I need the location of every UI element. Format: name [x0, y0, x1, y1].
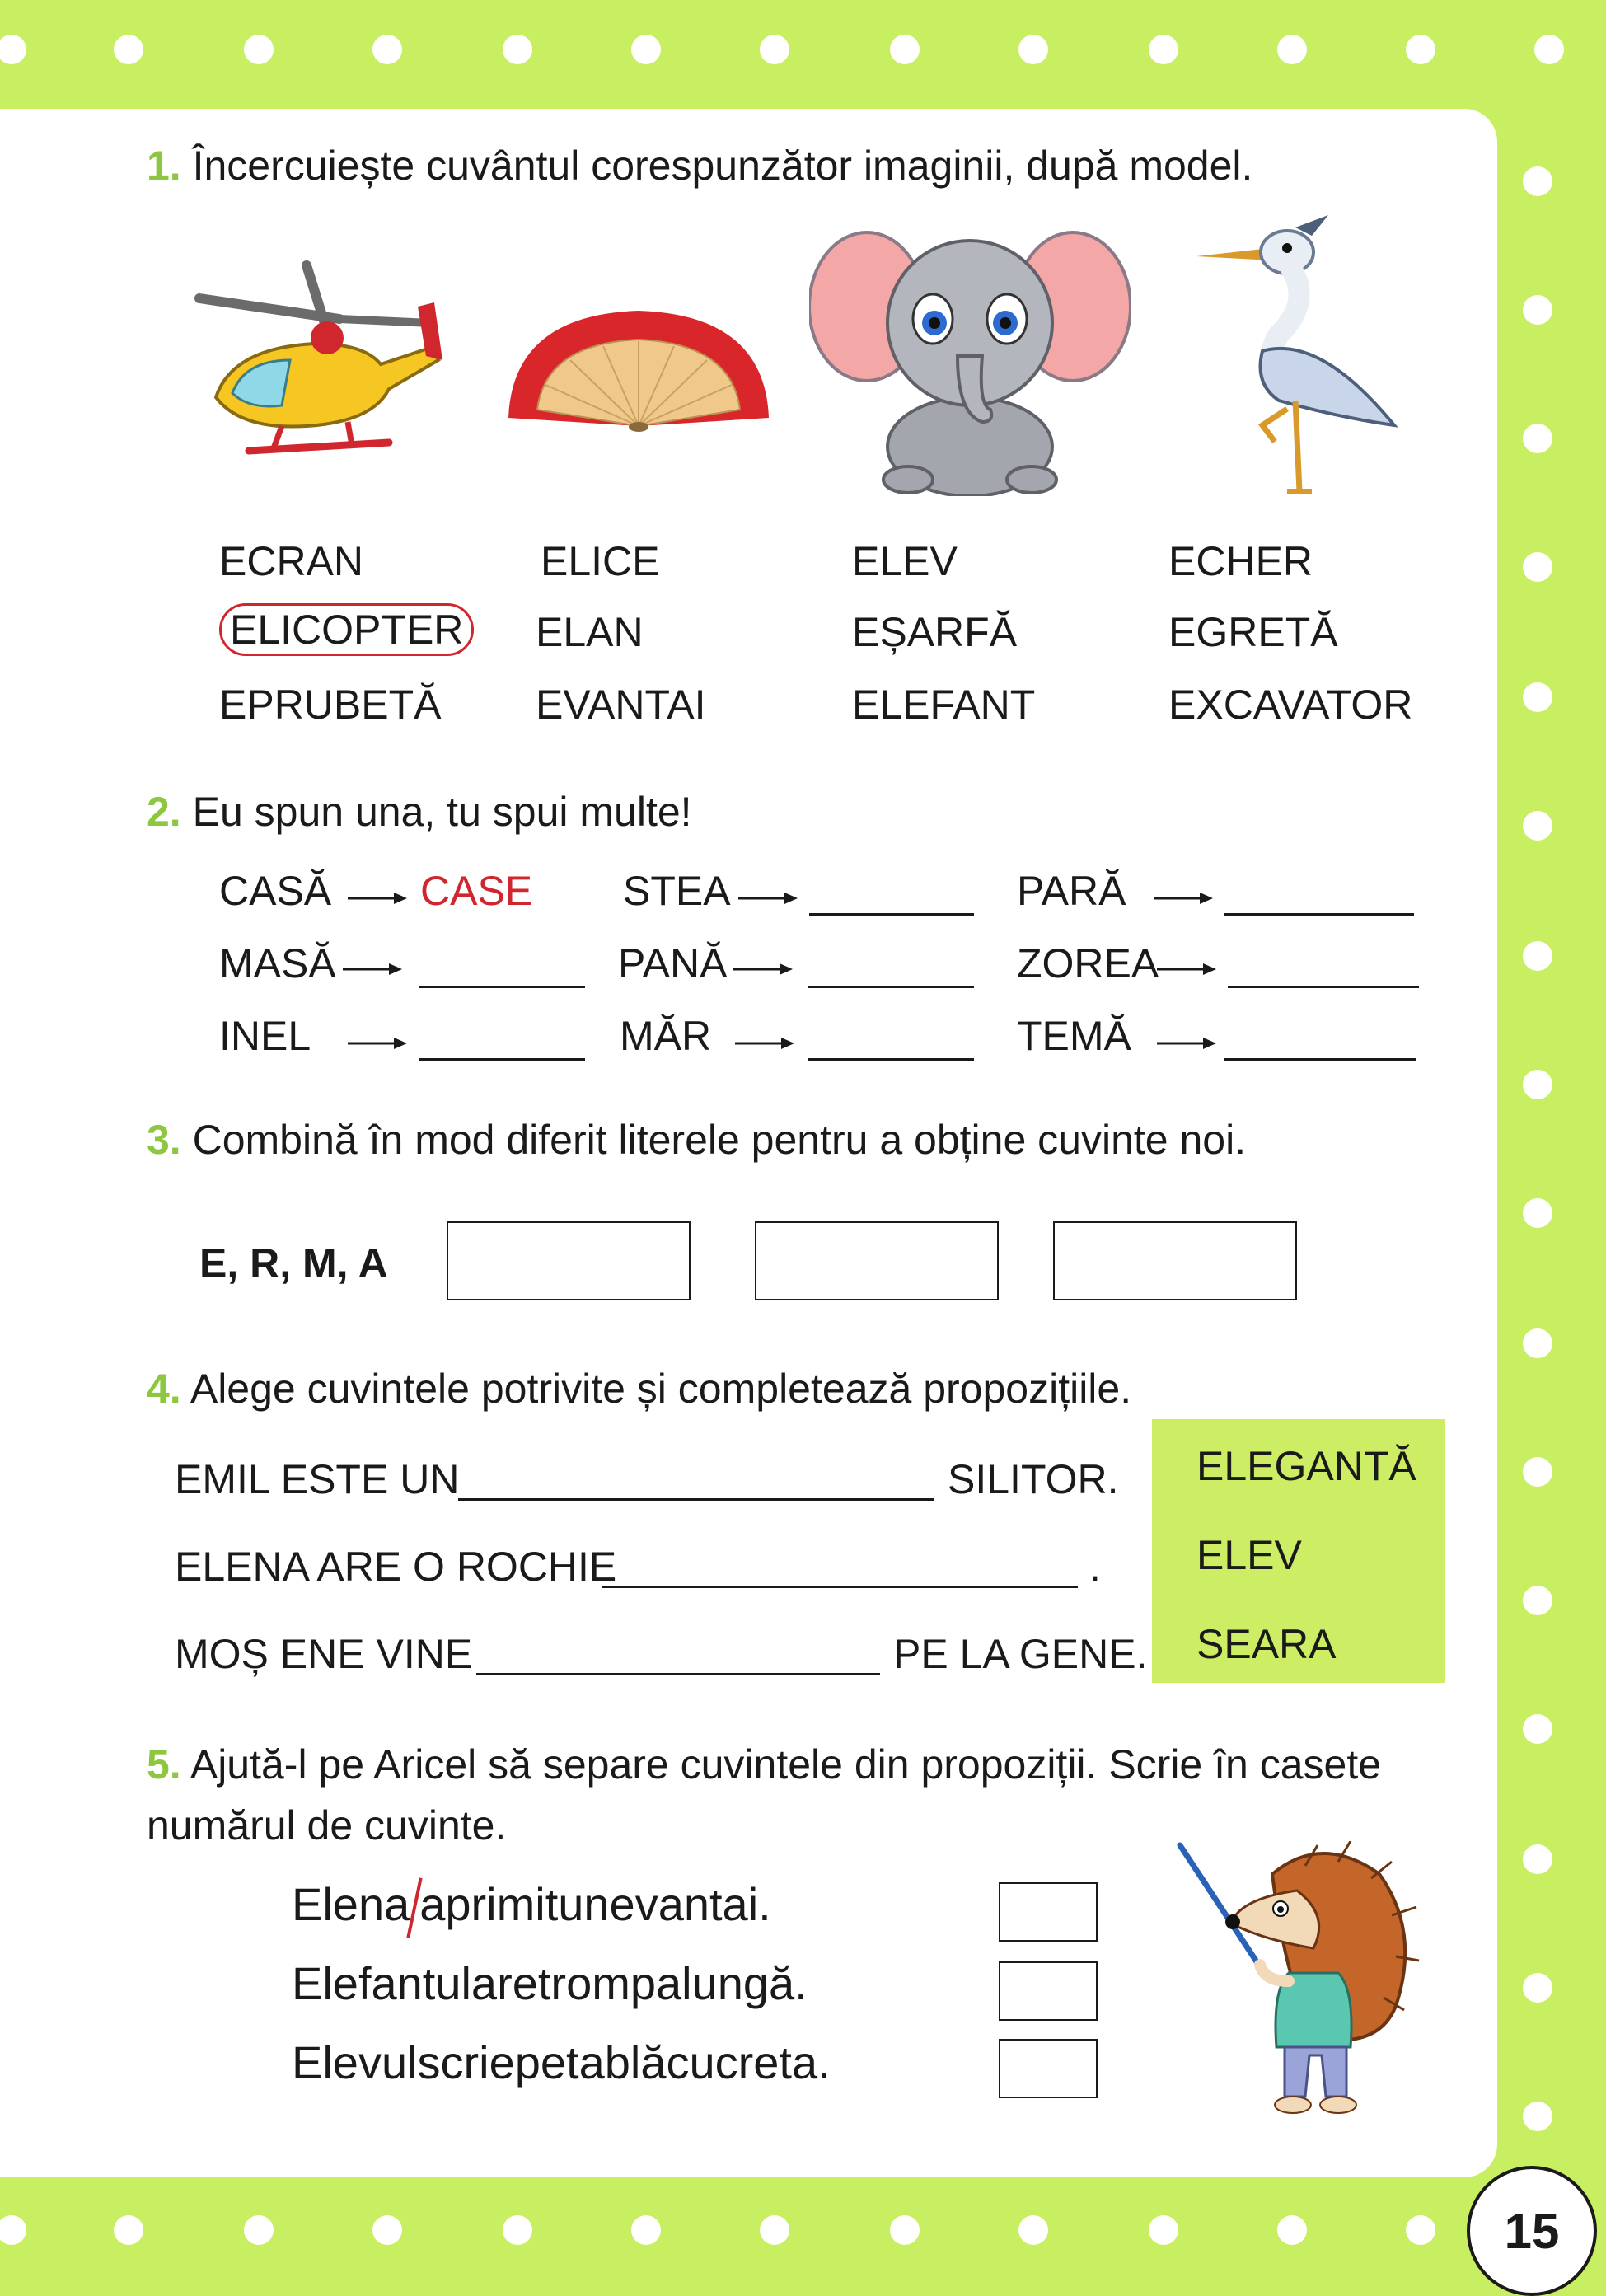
exercise-4-title — [147, 1365, 1131, 1413]
exercise-1-title — [147, 142, 1252, 190]
sentence-3-end: PE LA GENE. — [893, 1631, 1148, 1677]
sentence-elevul: Elevulscriepetablăcucreta. — [292, 2036, 831, 2088]
exercise-2-instruction: Eu spun una, tu spui multe! — [192, 789, 692, 835]
answer-blank-masa[interactable] — [419, 986, 585, 988]
answer-blank-zorea[interactable] — [1228, 986, 1419, 988]
arrow-icon — [1154, 890, 1213, 907]
arrow-icon — [1157, 961, 1216, 977]
singular-zorea: ZOREA — [1017, 940, 1159, 986]
hedgehog-teacher-icon — [1173, 1841, 1421, 2121]
word-box-2[interactable] — [755, 1221, 999, 1300]
letters-label: E, R, M, A — [199, 1240, 388, 1286]
arrow-icon — [1157, 1035, 1216, 1052]
word-elice[interactable]: ELICE — [541, 538, 660, 584]
word-egreta[interactable]: EGRETĂ — [1168, 609, 1338, 655]
answer-blank-pana[interactable] — [808, 986, 974, 988]
exercise-1-instruction: Încercuiește cuvântul corespunzător imaginii, după model. — [192, 143, 1253, 189]
word-box-1[interactable] — [447, 1221, 691, 1300]
answer-blank-mar[interactable] — [808, 1058, 974, 1061]
right-dot-border — [1523, 0, 1572, 2288]
arrow-icon — [348, 890, 407, 907]
exercise-3-title — [147, 1116, 1246, 1164]
arrow-icon — [733, 961, 793, 977]
sentence-3-blank[interactable] — [476, 1673, 880, 1675]
answer-blank-inel[interactable] — [419, 1058, 585, 1061]
arrow-icon — [735, 1035, 794, 1052]
singular-para: PARĂ — [1017, 868, 1126, 914]
exercise-5-number: 5. — [147, 1741, 181, 1788]
exercise-1-number: 1. — [147, 143, 181, 189]
word-elefant[interactable]: ELEFANT — [852, 682, 1036, 728]
word-elan[interactable]: ELAN — [536, 609, 644, 655]
sentence-1-start: EMIL ESTE UN — [175, 1456, 460, 1502]
sentence-1-end: SILITOR. — [948, 1456, 1119, 1502]
word-bank-elev[interactable]: ELEV — [1196, 1532, 1302, 1578]
top-dot-border — [0, 35, 1606, 84]
fan-icon — [504, 307, 773, 434]
singular-stea: STEA — [623, 868, 731, 914]
answer-case: CASE — [420, 868, 533, 914]
exercise-2-number: 2. — [147, 789, 181, 835]
elephant-icon — [809, 216, 1131, 496]
word-ecran[interactable]: ECRAN — [219, 538, 364, 584]
answer-blank-para[interactable] — [1224, 913, 1414, 916]
sentence-elefantul: Elefantularetrompalungă. — [292, 1957, 808, 2009]
exercise-2-title — [147, 788, 692, 836]
sentence-elena-rest: aprimitunevantai. — [419, 1878, 771, 1930]
sentence-1-blank[interactable] — [458, 1498, 934, 1501]
word-elicopter-circled[interactable]: ELICOPTER — [219, 603, 474, 656]
exercise-5-title — [147, 1741, 1381, 1788]
sentence-2-start: ELENA ARE O ROCHIE — [175, 1544, 617, 1590]
arrow-icon — [348, 1035, 407, 1052]
singular-mar: MĂR — [620, 1013, 712, 1059]
exercise-5-instruction-line1: Ajută-l pe Aricel să separe cuvintele din propoziții. Scrie în casete — [190, 1741, 1382, 1788]
count-box-2[interactable] — [999, 1961, 1098, 2021]
sentence-elena — [292, 1877, 771, 1938]
word-excavator[interactable]: EXCAVATOR — [1168, 682, 1413, 728]
bottom-dot-border — [0, 2215, 1606, 2265]
singular-tema: TEMĂ — [1017, 1013, 1131, 1059]
exercise-3-number: 3. — [147, 1117, 181, 1163]
sentence-3-start: MOȘ ENE VINE — [175, 1631, 473, 1677]
singular-casa: CASĂ — [219, 868, 332, 914]
answer-blank-stea[interactable] — [809, 913, 974, 916]
word-bank-eleganta[interactable]: ELEGANTĂ — [1196, 1443, 1416, 1489]
exercise-5-instruction-line2: numărul de cuvinte. — [147, 1802, 507, 1849]
sentence-elena-first-word: Elena — [292, 1878, 410, 1930]
exercise-4-instruction: Alege cuvintele potrivite și completează propozițiile. — [190, 1366, 1132, 1412]
arrow-icon — [343, 961, 402, 977]
answer-blank-tema[interactable] — [1224, 1058, 1416, 1061]
word-eprubeta[interactable]: EPRUBETĂ — [219, 682, 442, 728]
arrow-icon — [738, 890, 798, 907]
exercise-4-number: 4. — [147, 1366, 181, 1412]
word-echer[interactable]: ECHER — [1168, 538, 1313, 584]
sentence-2-blank[interactable] — [602, 1586, 1078, 1588]
count-box-3[interactable] — [999, 2039, 1098, 2098]
singular-inel: INEL — [219, 1013, 311, 1059]
page-number: 15 — [1467, 2166, 1597, 2296]
word-evantai[interactable]: EVANTAI — [536, 682, 706, 728]
singular-pana: PANĂ — [618, 940, 728, 986]
word-esarfa[interactable]: EȘARFĂ — [852, 609, 1018, 655]
count-box-1[interactable] — [999, 1882, 1098, 1942]
heron-icon — [1196, 211, 1411, 499]
word-bank-seara[interactable]: SEARA — [1196, 1621, 1337, 1667]
word-elev[interactable]: ELEV — [852, 538, 958, 584]
sentence-2-end: . — [1089, 1544, 1101, 1590]
word-box-3[interactable] — [1053, 1221, 1297, 1300]
exercise-3-instruction: Combină în mod diferit literele pentru a obține cuvinte noi. — [192, 1117, 1247, 1163]
singular-masa: MASĂ — [219, 940, 336, 986]
helicopter-icon — [183, 257, 455, 463]
